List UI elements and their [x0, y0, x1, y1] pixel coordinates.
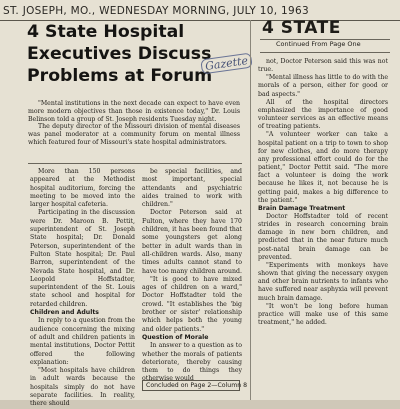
- column-paragraph: More than 150 persons appeared at the Methodist hospital auditorium, forcing the meeting to be moved into the larger hospital cafeteria.: [30, 168, 135, 209]
- column-paragraph: "A volunteer worker can take a hospital patient on a trip to town to shop for new clothes, and do more therapy any professional effort could do for the patient," Doctor Pettit said. "The more fact a volunteer is doing the work because he likes it, not because he is getting paid, makes a big difference to the patient.": [258, 131, 388, 204]
- column-paragraph: not, Doctor Peterson said this was not true.: [258, 58, 388, 74]
- column-paragraph: "Mental illness has little to do with the morals of a person, either for good or bad aspects.": [258, 74, 388, 98]
- sidebar-title: 4 STATE: [262, 18, 341, 38]
- article-column-left: [30, 168, 135, 409]
- column-paragraph: "It is good to have mixed ages of children on a ward," Doctor Hoffstadter told the crowd. "It establishes the 'big brother or sister' relationship which helps both the young and older patients.": [142, 275, 242, 333]
- article-headline: 4 State Hospital Executives Discuss Problems at Forum: [27, 22, 213, 86]
- column-divider: [250, 20, 251, 400]
- continued-label: Continued From Page One: [276, 40, 361, 48]
- section-subhead: Question of Morale: [142, 333, 209, 341]
- sidebar-rule: [260, 52, 390, 53]
- column-paragraph: In answer to a question as to whether the morals of patients deteriorate, thereby causing them to do things they otherwise would: [142, 342, 242, 383]
- article-lede: [28, 100, 240, 147]
- section-subhead: Brain Damage Treatment: [258, 204, 346, 212]
- column-paragraph: "Most hospitals have children in adult wards because the hospitals simply do not have separate facilities. In reality, there should: [30, 367, 135, 408]
- column-paragraph: "Experiments with monkeys have shown that giving the necessary oxygen and other brain nutrients to infants who have suffered near asphyxia will prevent much brain damage.: [258, 261, 388, 302]
- column-paragraph: be special facilities, and most important, special attendants and psychiatric aides trained to work with children.": [142, 168, 242, 209]
- lede-paragraph: The deputy director of the Missouri division of mental diseases was panel moderator at a community forum on mental illness which featured four of Missouri's state hospital administrators.: [28, 123, 240, 146]
- lede-rule: [28, 163, 242, 164]
- dateline: ST. JOSEPH, MO., WEDNESDAY MORNING, JULY 10, 1963: [3, 5, 309, 17]
- column-paragraph: "It won't be long before human practice will make use of this same treatment," he added.: [258, 302, 388, 326]
- column-paragraph: Doctor Peterson said at Fulton, where they have 170 children, it has been found that some youngsters get along better in adult wards than in all-children wards. Also, many times adults cannot stand to have too many children around.: [142, 209, 242, 275]
- section-subhead: Children and Adults: [30, 309, 99, 317]
- column-paragraph: All of the hospital directors emphasized the importance of good volunteer services as an effective means of treating patients.: [258, 98, 388, 131]
- column-paragraph: Doctor Hoffstadter told of recent strides in research concerning brain damage in new born children, and predicted that in the near future much post-natal brain damage can be prevented.: [258, 212, 388, 261]
- continuation-line: Concluded on Page 2—Column 8: [142, 380, 240, 391]
- column-paragraph: Participating in the discussion were Dr. Maroon B. Pettit, superintendent of St. Joseph State hospital; Dr. Donald Peterson, superintendent of the Fulton State hospital; Dr. Paul Barron, superintendent of the Nevada State hospital, and Dr. Leopold Hoffstadter, superintendent of the St. Louis state school and hospital for retarded children.: [30, 209, 135, 308]
- article-column-right: [258, 58, 388, 327]
- lede-paragraph: "Mental institutions in the next decade can expect to have even more modern objectives than those in existence today," Dr. Louis Belinson told a group of St. Joseph residents Tuesday night.: [28, 100, 240, 123]
- handwritten-annotation: Gazette: [200, 53, 253, 75]
- article-column-middle: [142, 168, 242, 384]
- column-paragraph: In reply to a question from the audience concerning the mixing of adult and children patients in mental institutions, Doctor Pettit offered the following explanation:: [30, 317, 135, 366]
